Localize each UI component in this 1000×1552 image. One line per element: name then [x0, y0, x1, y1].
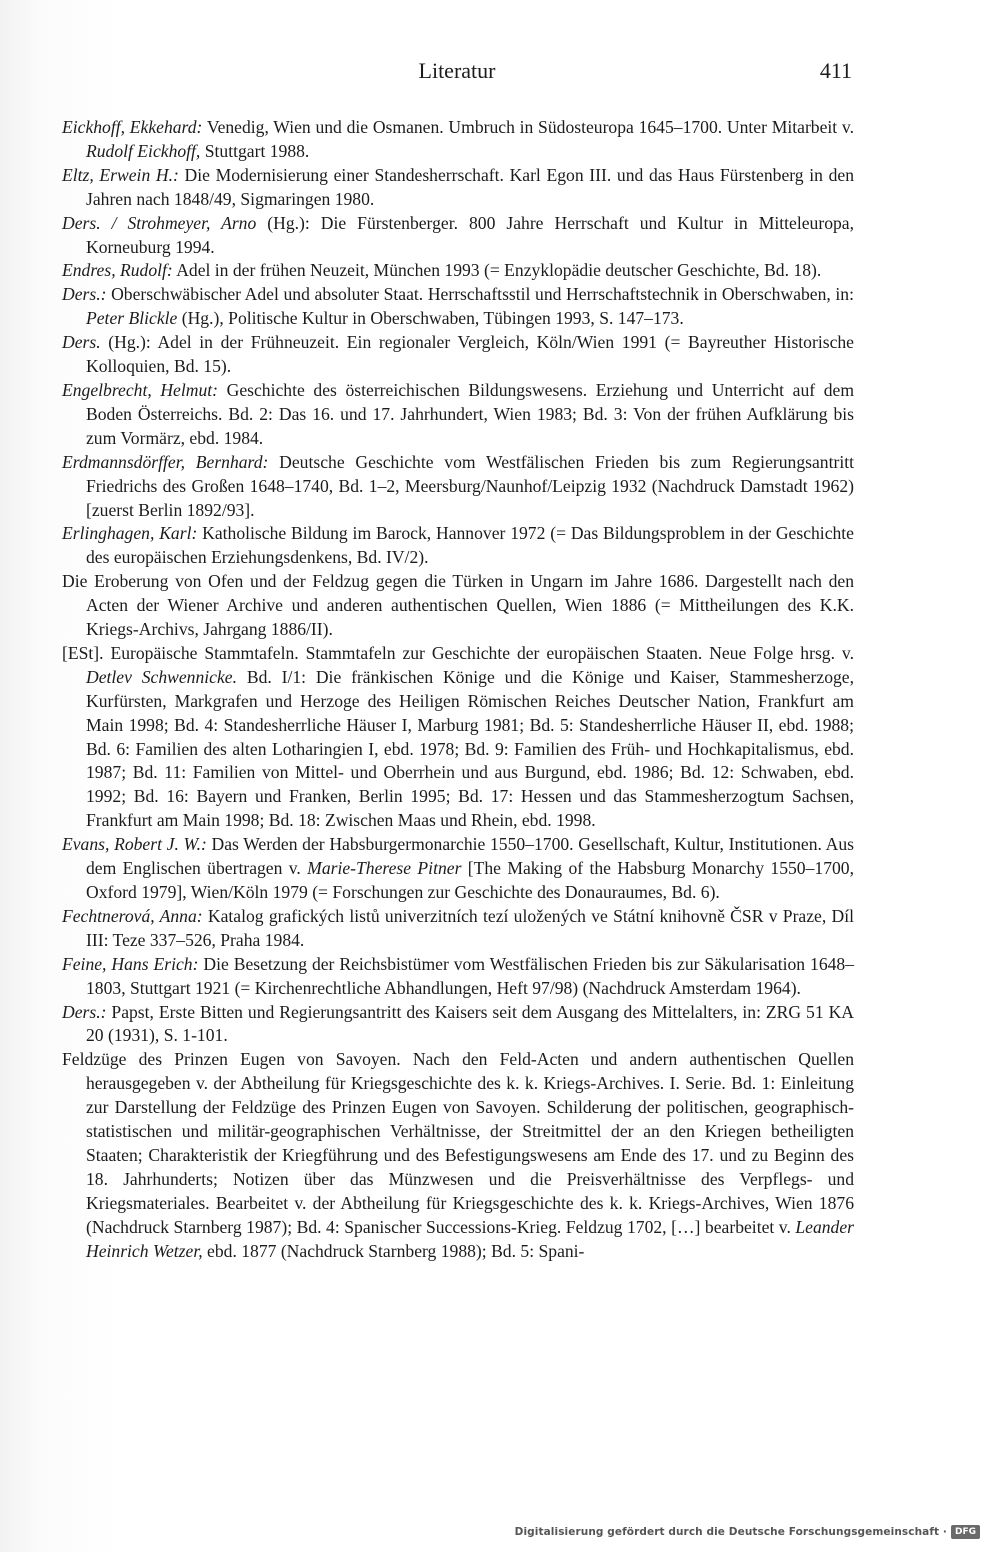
entry-author: Erdmannsdörffer, Bernhard: — [62, 451, 269, 472]
bibliography-entry — [62, 522, 854, 570]
dfg-logo: DFG — [951, 1525, 980, 1539]
entry-text: Adel in der frühen Neuzeit, München 1993 (= Enzyklopädie deutscher Geschichte, Bd. 18). — [172, 260, 822, 281]
bibliography-entry — [62, 1048, 854, 1263]
entry-text: Die Modernisierung einer Standesherrschaft. Karl Egon III. und das Haus Fürstenberg in den Jahren nach 1848/49, Sigmaringen 1980. — [86, 164, 854, 209]
entry-author: Evans, Robert J. W.: — [62, 834, 207, 855]
entry-author: Ders. / Strohmeyer, Arno — [62, 212, 257, 233]
bibliography-entry — [62, 212, 854, 260]
entry-italic-name: Marie-Therese Pitner — [307, 858, 462, 879]
entry-italic-name: Rudolf Eickhoff, — [86, 140, 201, 161]
bibliography-entry — [62, 259, 854, 283]
page-number: 411 — [819, 58, 852, 83]
entry-text-continued: Bd. I/1: Die fränkischen Könige und die Könige und Kaiser, Stammesherzoge, Kurfürsten, Markgrafen und Herzoge des Heiligen Römischen Reiches Deutscher Nation, Frankfurt am Main 1998; Bd. 4: Standesherrliche Häuser I, Marburg 1981; Bd. 5: Standesherrliche Häuser II, ebd. 1988; Bd. 6: Familien des alten Lotharingien I, ebd. 1978; Bd. 9: Familien des Früh- und Hochkapitalismus, ebd. 1987; Bd. 11: Familien von Mittel- und Oberrhein und aus Burgund, ebd. 1986; Bd. 12: Schwaben, ebd. 1992; Bd. 16: Bayern und Franken, Berlin 1995; Bd. 17: Hessen und das Stammesherzogtum Sachsen, Frankfurt am Main 1998; Bd. 18: Zwischen Maas und Rhein, ebd. 1998. — [86, 666, 854, 831]
entry-italic-name: Peter Blickle — [86, 308, 178, 329]
entry-author: Endres, Rudolf: — [62, 260, 173, 281]
entry-text-continued: [The Making of the Habsburg Monarchy 1550–1700, Oxford 1979], Wien/Köln 1979 (= Forschungen zur Geschichte des Donauraumes, Bd. 6). — [86, 858, 854, 902]
entry-author: Feine, Hans Erich: — [62, 953, 199, 974]
bibliography-list — [62, 116, 854, 1264]
entry-text: Katholische Bildung im Barock, Hannover 1972 (= Das Bildungsproblem in der Geschichte des europäischen Erziehungsdenkens, Bd. IV/2). — [86, 523, 854, 568]
entry-author: Ders. — [62, 332, 101, 353]
bibliography-entry — [62, 451, 854, 523]
entry-text-continued: (Hg.), Politische Kultur in Oberschwaben, Tübingen 1993, S. 147–173. — [177, 308, 684, 329]
footer-credit: Digitalisierung gefördert durch die Deutsche Forschungsgemeinschaft · — [514, 1526, 947, 1538]
bibliography-entry — [62, 379, 854, 451]
entry-text: Katalog grafických listů univerzitních tezí uložených ve Státní knihovně ČSR v Praze, Díl III: Teze 337–526, Praha 1984. — [86, 905, 854, 950]
bibliography-entry — [62, 164, 854, 212]
entry-text: Venedig, Wien und die Osmanen. Umbruch in Südosteuropa 1645–1700. Unter Mitarbeit v. — [202, 117, 854, 137]
entry-text: Die Eroberung von Ofen und der Feldzug gegen die Türken in Ungarn im Jahre 1686. Dargestellt nach den Acten der Wiener Archive und anderen authentischen Quellen, Wien 1886 (= Mittheilungen des K.K. Kriegs-Archivs, Jahrgang 1886/II). — [62, 571, 854, 640]
entry-italic-name: Leander Heinrich Wetzer, — [86, 1216, 854, 1261]
entry-author: Engelbrecht, Helmut: — [62, 379, 219, 400]
bibliography-entry — [62, 833, 854, 905]
bibliography-entry — [62, 953, 854, 1001]
entry-author: Erlinghagen, Karl: — [62, 523, 198, 544]
entry-author: Fechtnerová, Anna: — [62, 905, 203, 926]
entry-text: Die Besetzung der Reichsbistümer vom Westfälischen Frieden bis zur Säkularisation 1648–1803, Stuttgart 1921 (= Kirchenrechtliche Abhandlungen, Heft 97/98) (Nachdruck Amsterdam 1964). — [86, 953, 855, 998]
entry-text-continued: ebd. 1877 (Nachdruck Starnberg 1988); Bd. 5: Spani- — [202, 1240, 585, 1261]
bibliography-entry — [62, 570, 854, 642]
bibliography-entry — [62, 905, 854, 953]
entry-text: Das Werden der Habsburgermonarchie 1550–1700. Gesellschaft, Kultur, Institutionen. Aus dem Englischen übertragen v. — [86, 834, 854, 879]
running-title: Literatur — [418, 58, 496, 83]
entry-text: Feldzüge des Prinzen Eugen von Savoyen. Nach den Feld-Acten und andern authentischen Quellen herausgegeben v. der Abtheilung für Kriegsgeschichte des k. k. Kriegs-Archives. I. Serie. Bd. 1: Einleitung zur Darstellung der Feldzüge des Prinzen Eugen von Savoyen. Schilderung der politischen, geographisch-statistischen und militär-geographischen Verhältnisse, der Streitmittel der an den Kriegen betheiligten Staaten; Charakteristik der Kriegführung und des Befestigungswesens am Ende des 17. und zu Beginn des 18. Jahrhunderts; Notizen über das Münzwesen und die Preisverhältnisse des Verpflegs- und Kriegsmateriales. Bearbeitet v. der Abtheilung für Kriegsgeschichte des k. k. Kriegs-Archives, Wien 1876 (Nachdruck Starnberg 1987); Bd. 4: Spanischer Successions-Krieg. Feldzug 1702, […] bearbeitet v. — [62, 1049, 854, 1237]
entry-author: Eltz, Erwein H.: — [62, 164, 179, 185]
entry-author: Ders.: — [62, 284, 107, 305]
entry-text: Geschichte des österreichischen Bildungswesens. Erziehung und Unterricht auf dem Boden Österreichs. Bd. 2: Das 16. und 17. Jahrhundert, Wien 1983; Bd. 3: Von der frühen Aufklärung bis zum Vormärz, ebd. 1984. — [86, 379, 855, 448]
page-header — [62, 58, 852, 92]
digitization-footer — [515, 1520, 980, 1544]
entry-text: Papst, Erste Bitten und Regierungsantritt des Kaisers seit dem Ausgang des Mittelalters, in: ZRG 51 KA 20 (1931), S. 1-101. — [86, 1001, 854, 1046]
bibliography-entry — [62, 642, 854, 833]
entry-italic-name: Detlev Schwennicke. — [86, 666, 237, 687]
bibliography-entry — [62, 1001, 854, 1049]
entry-author: Ders.: — [62, 1001, 107, 1022]
entry-text: Deutsche Geschichte vom Westfälischen Frieden bis zum Regierungsantritt Friedrichs des Großen 1648–1740, Bd. 1–2, Meersburg/Naunhof/Leipzig 1932 (Nachdruck Damstadt 1962) [zuerst Berlin 1892/93]. — [86, 451, 854, 520]
bibliography-entry — [62, 116, 854, 164]
entry-text: (Hg.): Die Fürstenberger. 800 Jahre Herrschaft und Kultur in Mitteleuropa, Korneuburg 1994. — [86, 212, 854, 257]
entry-author: Eickhoff, Ekkehard: — [62, 117, 203, 137]
entry-text: (Hg.): Adel in der Frühneuzeit. Ein regionaler Vergleich, Köln/Wien 1991 (= Bayreuther Historische Kolloquien, Bd. 15). — [86, 332, 854, 377]
bibliography-entry — [62, 331, 854, 379]
entry-text-continued: Stuttgart 1988. — [200, 140, 310, 161]
bibliography-entry — [62, 283, 854, 331]
entry-text: Oberschwäbischer Adel und absoluter Staat. Herrschaftsstil und Herrschaftstechnik in Oberschwaben, in: — [106, 284, 854, 305]
entry-text: [ESt]. Europäische Stammtafeln. Stammtafeln zur Geschichte der europäischen Staaten. Neue Folge hrsg. v. — [62, 642, 854, 663]
